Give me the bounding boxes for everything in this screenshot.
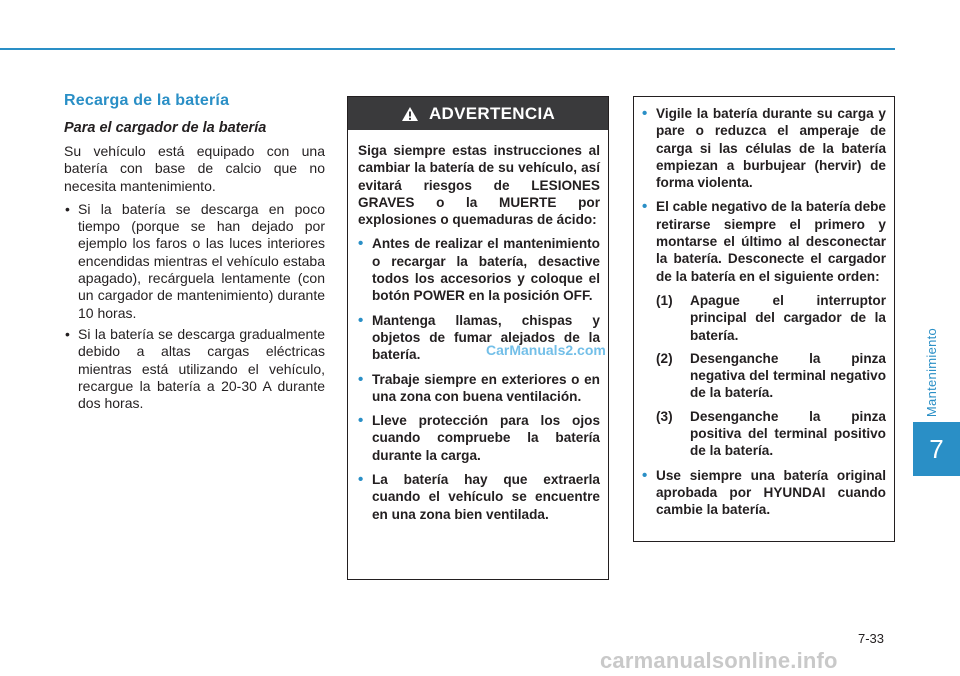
recharge-bullet-list (64, 201, 325, 413)
final-list (642, 467, 886, 519)
left-column (64, 92, 325, 416)
warning-box (347, 96, 609, 580)
warning-title: ADVERTENCIA (428, 103, 556, 123)
list-item: • Antes de realizar el mantenimiento o recargar la batería, desactive todos los accesorios y coloque el botón POWER en la posición OFF. (358, 235, 600, 304)
intro-paragraph: Su vehículo está equipado con una batería con base de calcio que no necesita mantenimiento. (64, 143, 325, 194)
list-item: • Trabaje siempre en exteriores o en una zona con buena ventilación. (358, 371, 600, 406)
list-item: • Si la batería se descarga en poco tiempo (porque se han dejado por ejemplo los faros o las luces interiores encendidas mientras el vehículo estaba apagado), recárguela lentamente (con un cargador de mantenimiento) durante 10 horas. (64, 201, 325, 322)
footer-watermark: carmanualsonline.info (600, 648, 838, 673)
list-item: • Vigile la batería durante su carga y pare o reduzca el amperaje de carga si las células de la batería empiezan a burbujear (hervir) de forma violenta. (642, 105, 886, 191)
continued-list (642, 105, 886, 285)
disconnect-steps (642, 292, 886, 460)
list-item: • La batería hay que extraerla cuando el vehículo se encuentre en una zona bien ventilada. (358, 471, 600, 523)
list-item: • Mantenga llamas, chispas y objetos de fumar alejados de la batería. (358, 312, 600, 364)
warning-header (348, 97, 608, 130)
list-item: • Si la batería se descarga gradualmente debido a altas cargas eléctricas mientras está utilizando el vehículo, recargue la batería a 20-30 A durante dos horas. (64, 326, 325, 412)
list-item: • Lleve protección para los ojos cuando compruebe la batería durante la carga. (358, 412, 600, 464)
top-rule (0, 48, 895, 50)
step-item: (1) Apague el interruptor principal del cargador de la batería. (656, 292, 886, 343)
chapter-side-label: Mantenimiento (924, 327, 940, 417)
warning-triangle-icon (401, 106, 419, 122)
section-title: Recarga de la batería (64, 92, 230, 109)
step-item: (2) Desenganche la pinza negativa del terminal negativo de la batería. (656, 350, 886, 401)
step-item: (3) Desenganche la pinza positiva del terminal positivo de la batería. (656, 408, 886, 459)
warning-continued-box (633, 96, 895, 542)
list-item: • El cable negativo de la batería debe retirarse siempre el primero y montarse el último al desconectar la batería. Desconecte el cargador de la batería en el siguiente orden: (642, 198, 886, 284)
page-number: 7-33 (858, 631, 885, 646)
list-item: • Use siempre una batería original aprobada por HYUNDAI cuando cambie la batería. (642, 467, 886, 519)
warning-list (358, 235, 600, 522)
section-subtitle: Para el cargador de la batería (64, 120, 267, 136)
chapter-number-tab: 7 (913, 422, 960, 476)
warning-intro: Siga siempre estas instrucciones al cambiar la batería de su vehículo, así evitará riesgos de LESIONES GRAVES o la MUERTE por explosiones o quemaduras de ácido: (358, 143, 600, 228)
warning-body (348, 130, 608, 523)
watermark: CarManuals2.com (486, 342, 606, 358)
